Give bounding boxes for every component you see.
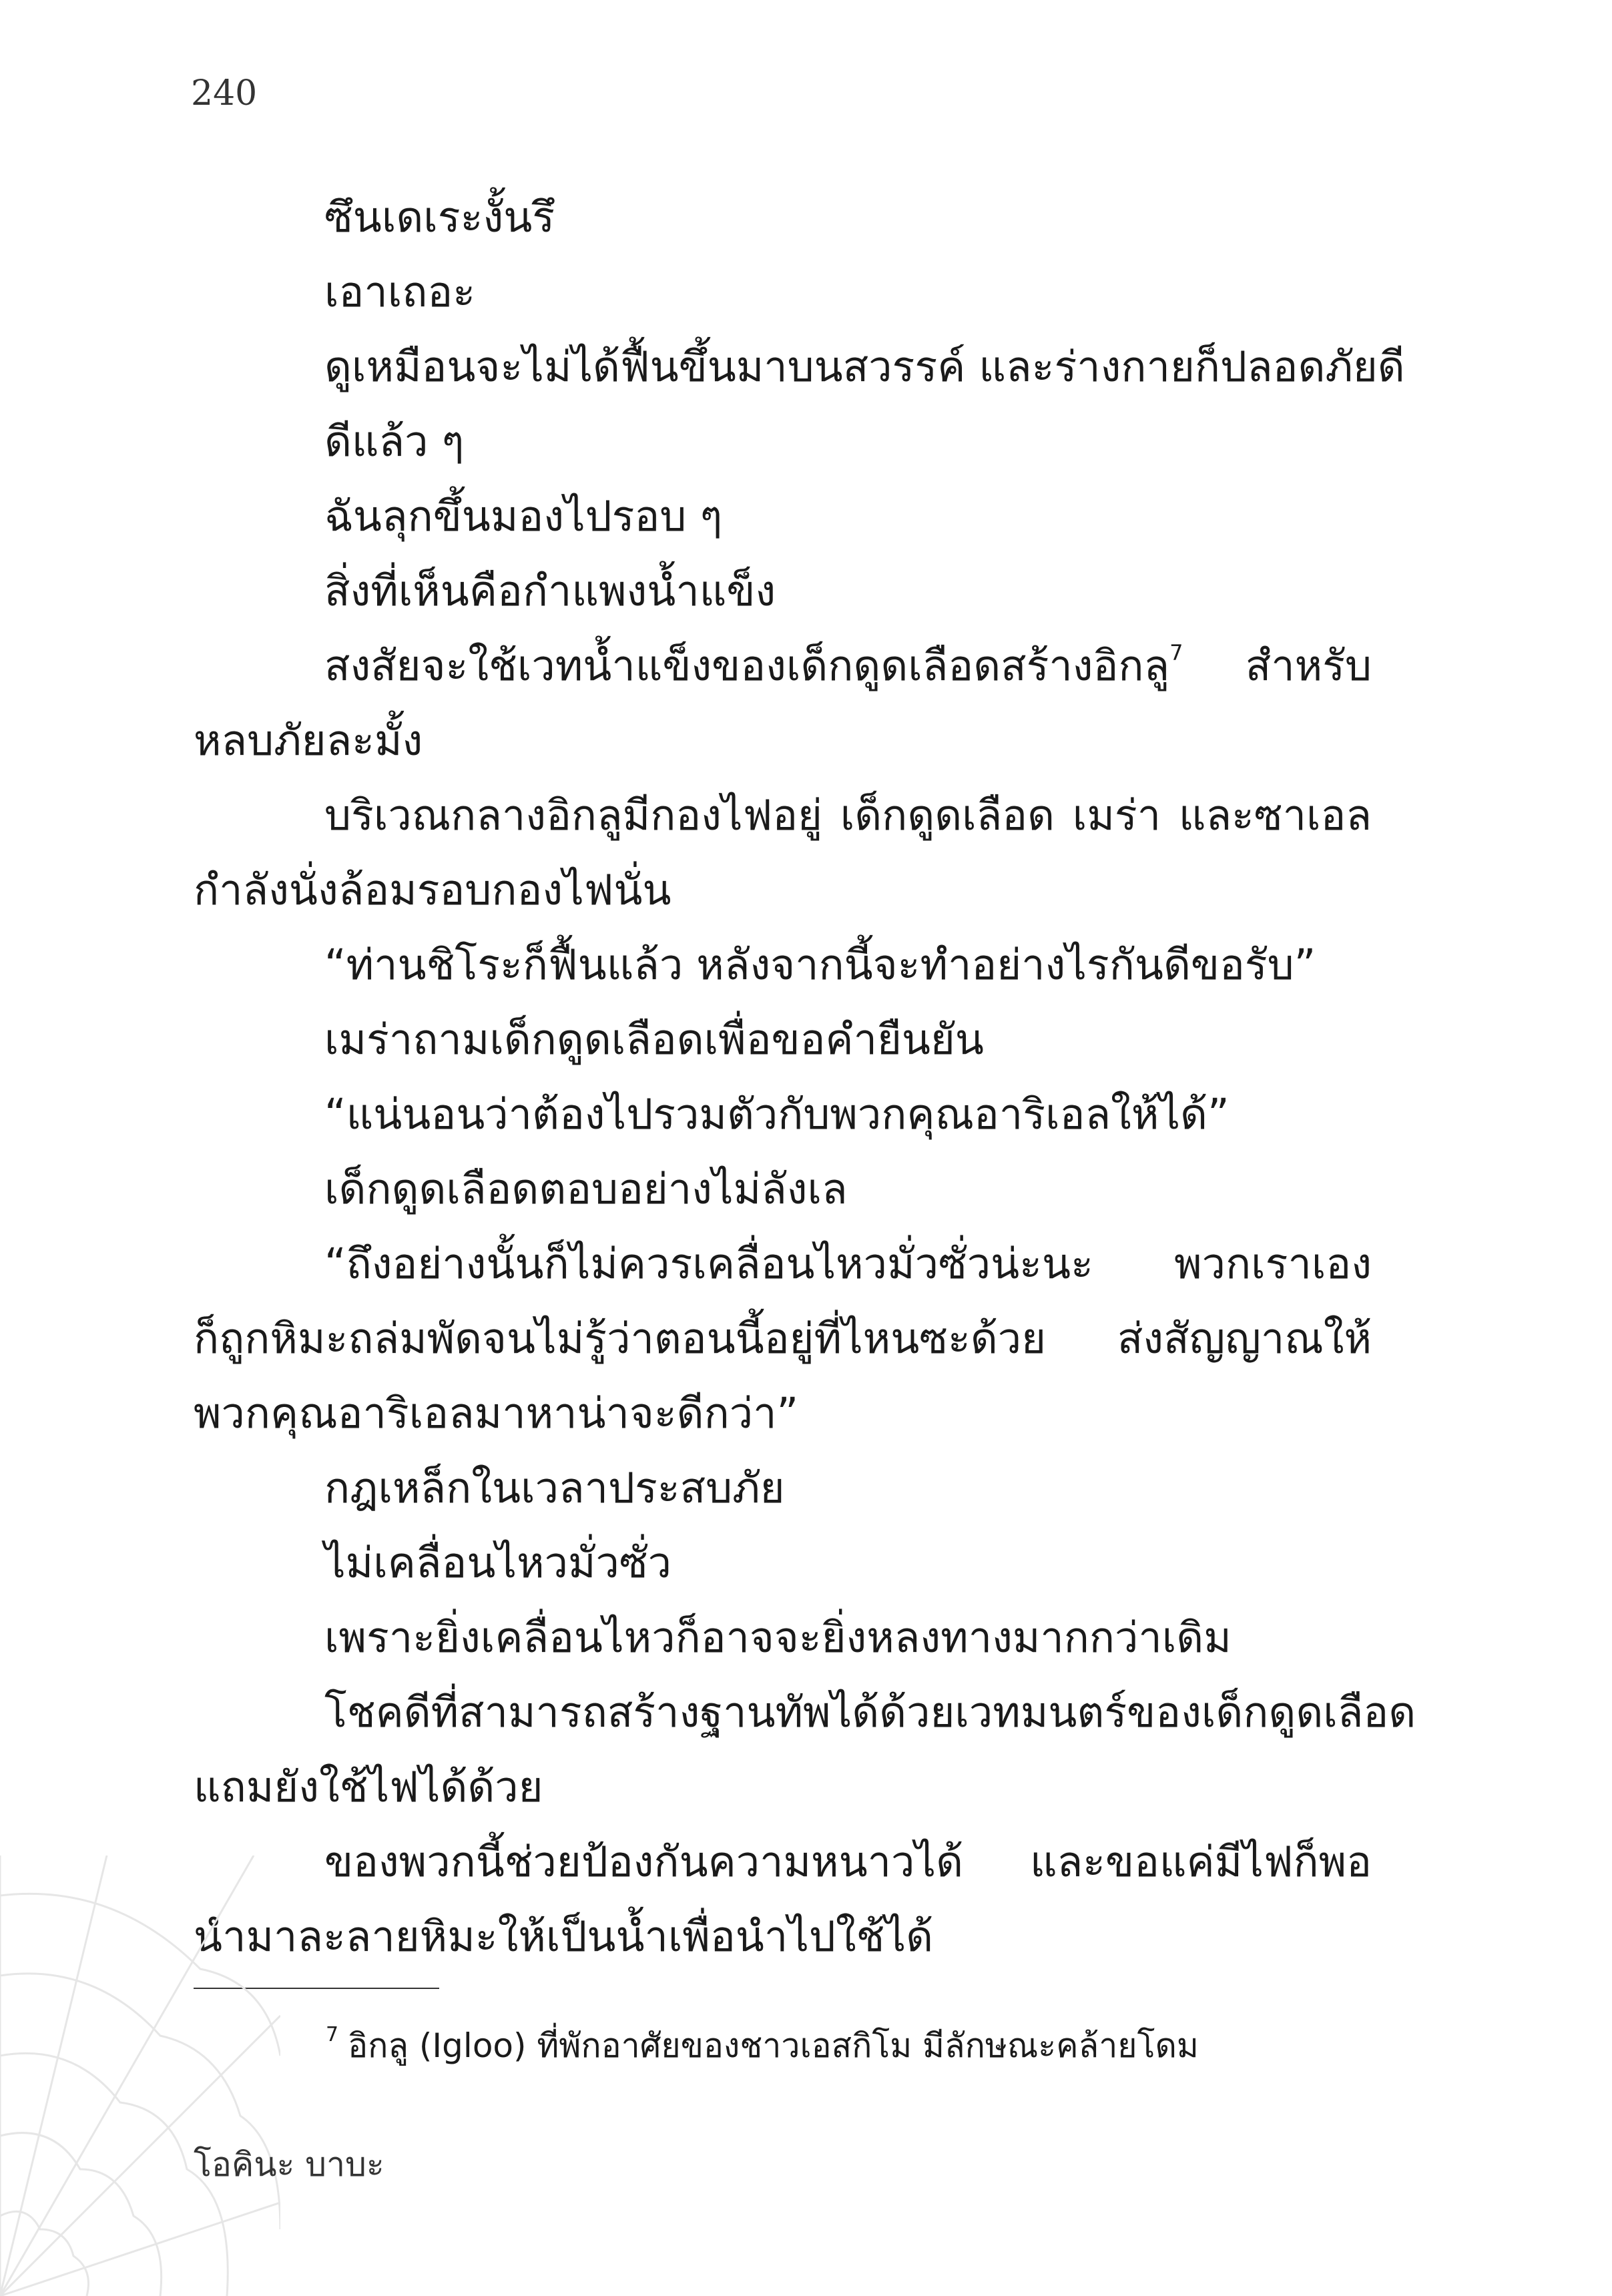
text-line-content: ไม่เคลื่อนไหวมั่วซั่ว (324, 1538, 672, 1587)
text-line (194, 180, 1372, 255)
text-line-content: ดูเหมือนจะไม่ได้ฟื้นขึ้นมาบนสวรรค์ และร่างกายก็ปลอดภัยดี (324, 342, 1405, 391)
text-line-content: บริเวณกลางอิกลูมีกองไฟอยู่ เด็กดูดเลือด เมร่า และซาเอล (324, 791, 1372, 840)
text-line (194, 1750, 1372, 1825)
text-line (194, 1526, 1372, 1601)
text-line (194, 330, 1405, 404)
text-line (194, 1227, 1372, 1302)
text-line-content: กำลังนั่งล้อมรอบกองไฟนั่น (194, 866, 671, 914)
spiderweb-decoration (0, 1855, 280, 2296)
text-line-content: “ถึงอย่างนั้นก็ไม่ควรเคลื่อนไหวมั่วซั่วน่ะนะ พวกเราเอง (324, 1239, 1372, 1288)
footnote-number: 7 (326, 2023, 339, 2047)
text-line (194, 1002, 1372, 1077)
text-line-content: เอาเถอะ (324, 268, 476, 316)
text-line (194, 928, 1372, 1002)
text-line (194, 853, 1372, 928)
text-line-content: ดีแล้ว ๆ (324, 417, 465, 466)
text-line (194, 1601, 1372, 1675)
text-line (194, 1451, 1372, 1526)
text-line-content: เพราะยิ่งเคลื่อนไหวก็อาจจะยิ่งหลงทางมากกว่าเดิม (324, 1613, 1232, 1662)
text-line-continuation: สำหรับ (1183, 641, 1372, 690)
text-line-content: กฎเหล็กในเวลาประสบภัย (324, 1464, 785, 1512)
text-line-content: เมร่าถามเด็กดูดเลือดเพื่อขอคำยืนยัน (324, 1015, 984, 1064)
text-line (194, 1675, 1416, 1750)
footnote-text: อิกลู (Igloo) ที่พักอาศัยของชาวเอสกิโม มีลักษณะคล้ายโดม (348, 2026, 1199, 2065)
text-line-content: ฉันลุกขึ้นมองไปรอบ ๆ (324, 492, 723, 541)
text-line-content: พวกคุณอาริเอลมาหาน่าจะดีกว่า” (194, 1389, 799, 1438)
author-name: โอคินะ บาบะ (194, 2145, 384, 2184)
text-line (194, 404, 1372, 479)
text-line (194, 1376, 1372, 1451)
text-line-content: “ท่านชิโระก็ฟื้นแล้ว หลังจากนี้จะทำอย่างไรกันดีขอรับ” (324, 940, 1316, 989)
footnote (326, 2022, 1199, 2069)
text-line (194, 1302, 1372, 1376)
text-line (194, 1152, 1372, 1227)
text-line (194, 1077, 1372, 1152)
text-line-content: สิ่งที่เห็นคือกำแพงน้ำแข็ง (324, 567, 776, 615)
text-line-content: ก็ถูกหิมะถล่มพัดจนไม่รู้ว่าตอนนี้อยู่ที่ไหนซะด้วย ส่งสัญญาณให้ (194, 1314, 1372, 1363)
text-line (194, 1825, 1372, 1900)
text-line (194, 703, 1372, 778)
text-line (194, 255, 1372, 330)
text-line-content: หลบภัยละมั้ง (194, 716, 423, 765)
text-line-content: ของพวกนี้ช่วยป้องกันความหนาวได้ และขอแค่มีไฟก็พอ (324, 1837, 1372, 1886)
footnote-reference: 7 (1169, 640, 1183, 665)
text-line (194, 629, 1372, 703)
text-line (194, 479, 1372, 554)
text-line-content: เด็กดูดเลือดตอบอย่างไม่ลังเล (324, 1165, 848, 1213)
text-line-content: โชคดีที่สามารถสร้างฐานทัพได้ด้วยเวทมนตร์ของเด็กดูดเลือด (324, 1688, 1416, 1737)
text-line (194, 554, 1372, 629)
text-line-content: นำมาละลายหิมะให้เป็นน้ำเพื่อนำไปใช้ได้ (194, 1912, 934, 1961)
text-line-content: สงสัยจะใช้เวทน้ำแข็งของเด็กดูดเลือดสร้างอิกลู (324, 641, 1170, 690)
text-line-content: ซึนเดเระงั้นรึ (324, 193, 555, 242)
text-line (194, 778, 1372, 853)
text-line-content: “แน่นอนว่าต้องไปรวมตัวกับพวกคุณอาริเอลให้ได้” (324, 1090, 1230, 1139)
body-text (194, 180, 1416, 1974)
text-line-content: แถมยังใช้ไฟได้ด้วย (194, 1763, 543, 1811)
text-line (194, 1900, 1372, 1974)
page-number: 240 (191, 73, 258, 113)
